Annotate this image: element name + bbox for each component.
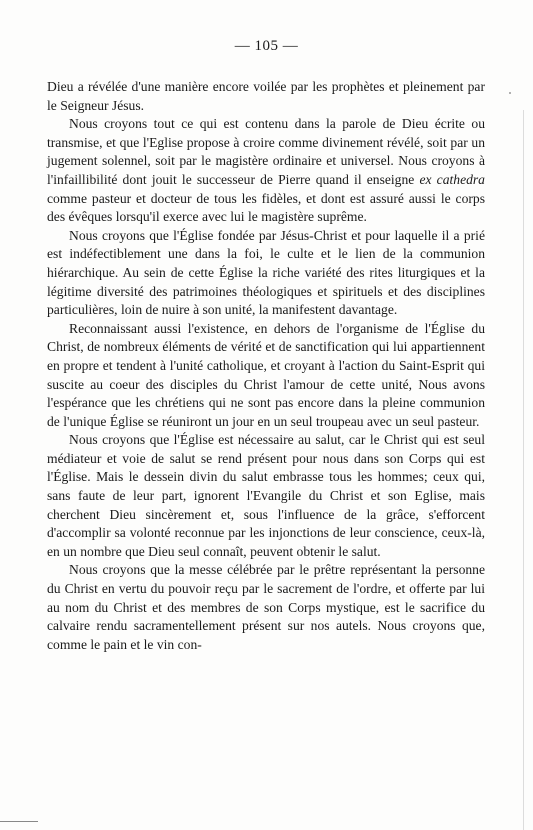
body-text [47,78,485,654]
paragraph-1: Dieu a révélée d'une manière encore voilée par les prophètes et pleinement par le Seigneur Jésus. [47,79,485,113]
page-edge-line [523,110,524,830]
paragraph-3: Nous croyons que l'Église fondée par Jésus-Christ et pour laquelle il a prié est indéfectiblement une dans la foi, le culte et le lien de la communion hiérarchique. Au sein de cette Église la riche variété des rites liturgiques et la légitime diversité des patrimoines théologiques et spirituels et des disciplines particulières, loin de nuire à son unité, la manifestent davantage. [47,227,485,318]
scan-speck [509,92,511,94]
page-number: — 105 — [234,38,299,54]
paragraph-2 [47,115,485,227]
paragraph-2-text-start: Nous croyons tout ce qui est contenu dans la parole de Dieu écrite ou transmise, et que l'Eglise propose à croire comme divinement révélé, soit par un jugement solennel, soit par le magistère ordinaire et universel. Nous croyons à l'infaillibilité dont jouit le successeur de Pierre quand il enseigne [47,116,485,187]
paragraph-6: Nous croyons que la messe célébrée par le prêtre représentant la personne du Christ en vertu du pouvoir reçu par le sacrement de l'ordre, et offerte par lui au nom du Christ et des membres de son Corps mystique, est le sacrifice du calvaire rendu sacramentellement présent sur nos autels. Nous croyons que, comme le pain et le vin con- [47,562,485,652]
bottom-edge-mark [0,821,38,822]
paragraph-5: Nous croyons que l'Église est nécessaire au salut, car le Christ qui est seul médiateur et voie de salut se rend présent pour nous dans son Corps qui est l'Église. Mais le dessein divin du salut embrasse tous les hommes; ceux qui, sans faute de leur part, ignorent l'Evangile du Christ et son Eglise, mais cherchent Dieu sincèrement et, sous l'influence de la grâce, s'efforcent d'accomplir sa volonté reconnue par les injonctions de leur conscience, ceux-là, en un nombre que Dieu seul connaît, peuvent obtenir le salut. [47,432,485,559]
paragraph-2-text-end: comme pasteur et docteur de tous les fidèles, et dont est assuré aussi le corps des évêques lorsqu'il exerce avec lui le magistère suprême. [47,190,485,225]
paragraph-4: Reconnaissant aussi l'existence, en dehors de l'organisme de l'Église du Christ, de nombreux éléments de vérité et de sanctification qui lui appartiennent en propre et tendent à l'unité catholique, et croyant à l'action du Saint-Esprit qui suscite au coeur des disciples du Christ l'amour de cette unité, Nous avons l'espérance que les chrétiens qui ne sont pas encore dans la pleine communion de l'unique Église se réuniront un jour en un seul troupeau avec un seul pasteur. [47,320,485,429]
paragraph-2-italic-phrase: ex cathedra [419,171,485,187]
